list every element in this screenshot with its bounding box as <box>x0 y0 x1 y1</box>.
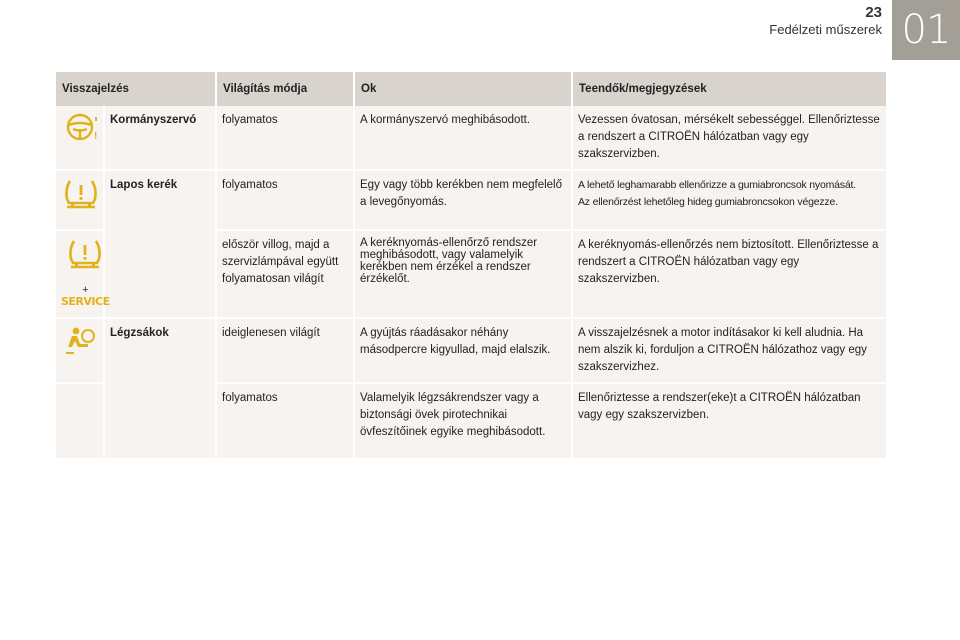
action <box>572 170 886 230</box>
plus-sign: + <box>82 284 89 296</box>
action-note: Az ellenőrzést lehetőleg hideg gumiabroncsokon végezze. <box>578 196 838 208</box>
cause: A keréknyomás-ellenőrző rendszer meghibásodott, vagy valamelyik kerékben nem érzékel a rendszer érzékelőt. <box>354 230 572 318</box>
table-row <box>56 170 886 230</box>
icon-cell <box>56 170 104 230</box>
chapter-tab: 01 <box>892 0 960 60</box>
svg-text:!: ! <box>93 131 97 142</box>
cause: Valamelyik légzsákrendszer vagy a biztonsági övek pirotechnikai övfeszítőinek egyike meghibásodott. <box>354 383 572 459</box>
action: A visszajelzésnek a motor indításakor ki kell aludnia. Ha nem alszik ki, forduljon a CITROËN hálózathoz vagy egy szakszervizhez. <box>572 318 886 383</box>
icon-cell <box>56 230 110 318</box>
column-header-action: Teendők/megjegyzések <box>572 72 886 106</box>
page-number: 23 <box>865 4 882 21</box>
tyre-pressure-service-icon <box>61 237 110 308</box>
indicator-name: Kormányszervó <box>104 106 216 170</box>
table-row <box>56 318 886 383</box>
action: Vezessen óvatosan, mérsékelt sebességgel. Ellenőriztesse a rendszert a CITROËN hálózatban vagy egy szakszervizben. <box>572 106 886 170</box>
indicator-name: Lapos kerék <box>104 170 216 318</box>
indicator-name: Légzsákok <box>104 318 216 459</box>
airbag-warning-icon <box>62 325 98 361</box>
column-header-mode: Világítás módja <box>216 72 354 106</box>
cause: A kormányszervó meghibásodott. <box>354 106 572 170</box>
steering-wheel-warning-icon <box>63 112 97 148</box>
icon-cell <box>56 318 104 383</box>
column-header-cause: Ok <box>354 72 572 106</box>
lighting-mode: először villog, majd a szervizlámpával együtt folyamatosan világít <box>216 230 354 318</box>
action: A keréknyomás-ellenőrzés nem biztosított. Ellenőriztesse a rendszert a CITROËN hálózatban vagy egy szakszervizben. <box>572 230 886 318</box>
lighting-mode: folyamatos <box>216 170 354 230</box>
lighting-mode: folyamatos <box>216 106 354 170</box>
tyre-pressure-warning-icon <box>61 177 101 217</box>
table-row <box>56 106 886 170</box>
cause: A gyújtás ráadásakor néhány másodpercre kigyullad, majd elalszik. <box>354 318 572 383</box>
action-text: A lehető leghamarabb ellenőrizze a gumiabroncsok nyomását. <box>578 179 856 191</box>
lighting-mode: ideiglenesen világít <box>216 318 354 383</box>
column-header-indicator: Visszajelzés <box>56 72 216 106</box>
table-header-row <box>56 72 886 106</box>
section-title: Fedélzeti műszerek <box>769 22 882 37</box>
lighting-mode: folyamatos <box>216 383 354 459</box>
cause: Egy vagy több kerékben nem megfelelő a levegőnyomás. <box>354 170 572 230</box>
icon-cell <box>56 383 104 459</box>
action: Ellenőriztesse a rendszer(eke)t a CITROËN hálózatban vagy egy szakszervizben. <box>572 383 886 459</box>
warning-lights-table <box>56 72 886 460</box>
service-label: SERVICE <box>61 295 110 308</box>
icon-cell <box>56 106 104 170</box>
